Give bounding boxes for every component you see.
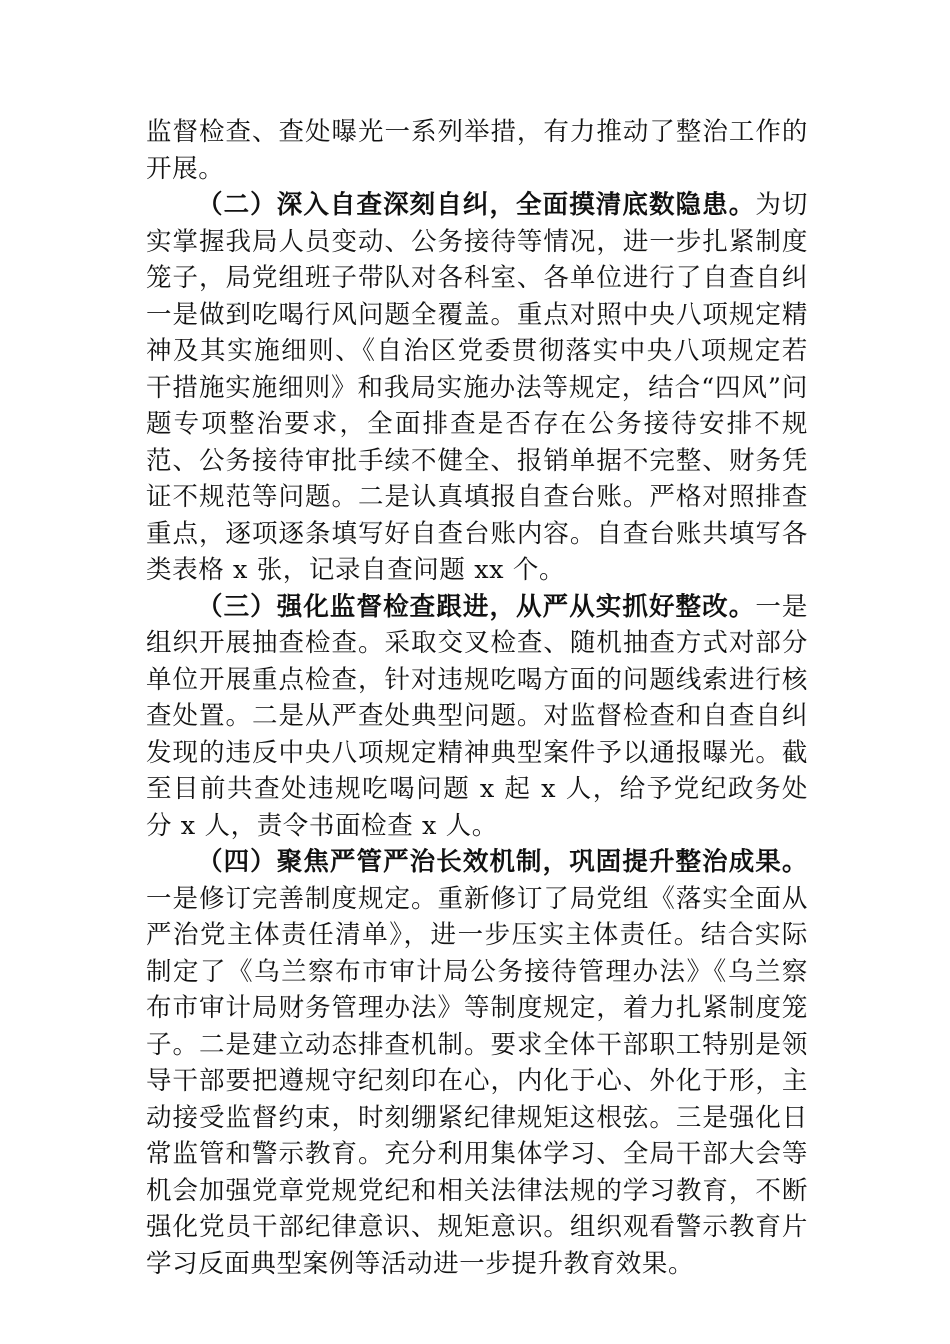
section-heading: （三）强化监督检查跟进，从严从实抓好整改。 bbox=[197, 591, 756, 622]
section-heading: （四）聚焦严管严治长效机制，巩固提升整治成果。 bbox=[197, 847, 808, 877]
paragraph-section-3 bbox=[146, 589, 808, 845]
paragraph-section-4 bbox=[146, 844, 808, 1282]
paragraph-text: 一是组织开展抽查检查。采取交叉检查、随机抽查方式对部分单位开展重点检查，针对违规吃喝方面的问题线索进行核查处置。二是从严查处典型问题。对监督检查和自查自纠发现的违反中央八项规定精神典型案件予以通报曝光。截至目前共查处违规吃喝问题 x 起 x 人，给予党纪政务处分 x 人，责令书面检查 x 人。 bbox=[146, 591, 808, 841]
paragraph-continuation bbox=[146, 114, 808, 187]
document-page bbox=[146, 114, 808, 1282]
paragraph-text: 一是修订完善制度规定。重新修订了局党组《落实全面从严治党主体责任清单》，进一步压实主体责任。结合实际制定了《乌兰察布市审计局公务接待管理办法》《乌兰察布市审计局财务管理办法》等制度规定，着力扎紧制度笼子。二是建立动态排查机制。要求全体干部职工特别是领导干部要把遵规守纪刻印在心，内化于心、外化于形，主动接受监督约束，时刻绷紧纪律规矩这根弦。三是强化日常监管和警示教育。充分利用集体学习、全局干部大会等机会加强党章党规党纪和相关法律法规的学习教育，不断强化党员干部纪律意识、规矩意识。组织观看警示教育片学习反面典型案例等活动进一步提升教育效果。 bbox=[146, 883, 808, 1279]
paragraph-section-2 bbox=[146, 187, 808, 589]
paragraph-text: 为切实掌握我局人员变动、公务接待等情况，进一步扎紧制度笼子，局党组班子带队对各科室、各单位进行了自查自纠一是做到吃喝行风问题全覆盖。重点对照中央八项规定精神及其实施细则、《自治区党委贯彻落实中央八项规定若干措施实施细则》和我局实施办法等规定，结合“四风”问题专项整治要求，全面排查是否存在公务接待安排不规范、公务接待审批手续不健全、报销单据不完整、财务凭证不规范等问题。二是认真填报自查台账。严格对照排查重点，逐项逐条填写好自查台账内容。自查台账共填写各类表格 x 张，记录自查问题 xx 个。 bbox=[146, 190, 808, 585]
paragraph-text: 监督检查、查处曝光一系列举措，有力推动了整治工作的开展。 bbox=[146, 117, 808, 184]
section-heading: （二）深入自查深刻自纠，全面摸清底数隐患。 bbox=[197, 190, 756, 220]
